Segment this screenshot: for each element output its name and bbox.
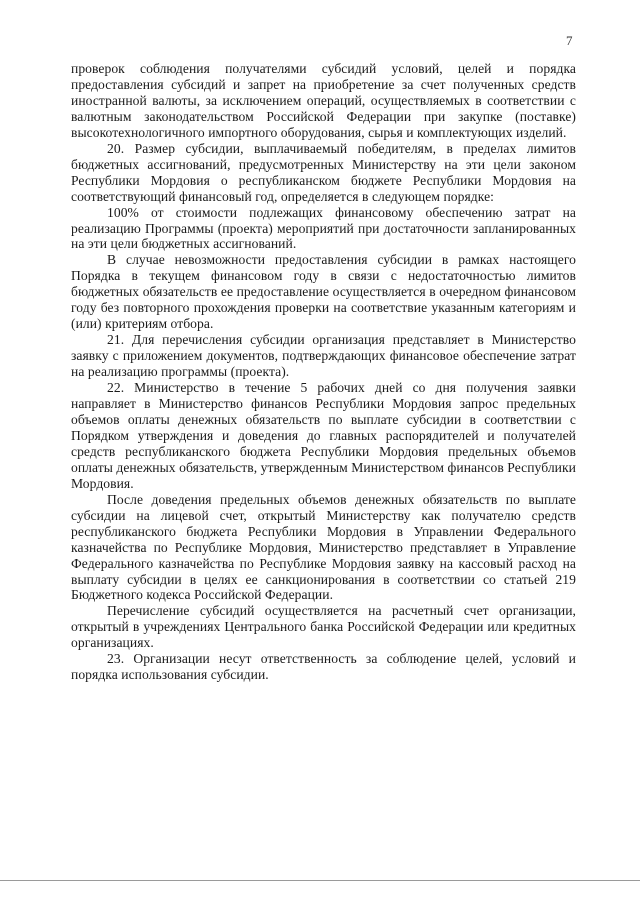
paragraph-insufficient-limits: В случае невозможности предоставления субсидии в рамках настоящего Порядка в текущем финансовом году в связи с недостаточностью лимитов бюджетных обязательств ее предоставление осуществляется в очередном финансовом году без повторного прохождения проверки на соответствие указанным категориям и (или) критериям отбора. — [71, 252, 576, 332]
page-number: 7 — [566, 33, 573, 48]
paragraph-item-21: 21. Для перечисления субсидии организация представляет в Министерство заявку с приложением документов, подтверждающих финансовое обеспечение затрат на реализацию программы (проекта). — [71, 332, 576, 380]
paragraph-continuation: проверок соблюдения получателями субсидий условий, целей и порядка предоставления субсидий и запрет на приобретение за счет полученных средств иностранной валюты, за исключением операций, осуществляемых в соответствии с валютным законодательством Российской Федерации при закупке (поставке) высокотехнологичного импортного оборудования, сырья и комплектующих изделий. — [71, 61, 576, 140]
paragraph-full-cost: 100% от стоимости подлежащих финансовому обеспечению затрат на реализацию Программы (проекта) мероприятий при достаточности запланированных на эти цели бюджетных ассигнований. — [71, 204, 576, 252]
page-bottom-edge — [0, 880, 640, 881]
paragraph-item-20: 20. Размер субсидии, выплачиваемый победителям, в пределах лимитов бюджетных ассигнований, предусмотренных Министерству на эти цели законом Республики Мордовия о республиканском бюджете Республики Мордовия на соответствующий финансовый год, определяется в следующем порядке: — [71, 140, 576, 204]
paragraph-item-23: 23. Организации несут ответственность за соблюдение целей, условий и порядка использования субсидии. — [71, 651, 576, 683]
document-body — [71, 61, 576, 683]
paragraph-transfer: Перечисление субсидий осуществляется на расчетный счет организации, открытый в учреждениях Центрального банка Российской Федерации или кредитных организациях. — [71, 603, 576, 651]
paragraph-after-limits: После доведения предельных объемов денежных обязательств по выплате субсидии на лицевой счет, открытый Министерству как получателю средств республиканского бюджета Республики Мордовия в Управлении Федерального казначейства по Республике Мордовия, Министерство представляет в Управление Федерального казначейства по Республике Мордовия заявку на кассовый расход на выплату субсидии в целях ее санкционирования в соответствии со статьей 219 Бюджетного кодекса Российской Федерации. — [71, 491, 576, 603]
paragraph-item-22: 22. Министерство в течение 5 рабочих дней со дня получения заявки направляет в Министерство финансов Республики Мордовия запрос предельных объемов оплаты денежных обязательств по выплате субсидии в соответствии с Порядком утверждения и доведения до главных распорядителей и получателей средств республиканского бюджета Республики Мордовия предельных объемов оплаты денежных обязательств, утвержденным Министерством финансов Республики Мордовия. — [71, 380, 576, 491]
